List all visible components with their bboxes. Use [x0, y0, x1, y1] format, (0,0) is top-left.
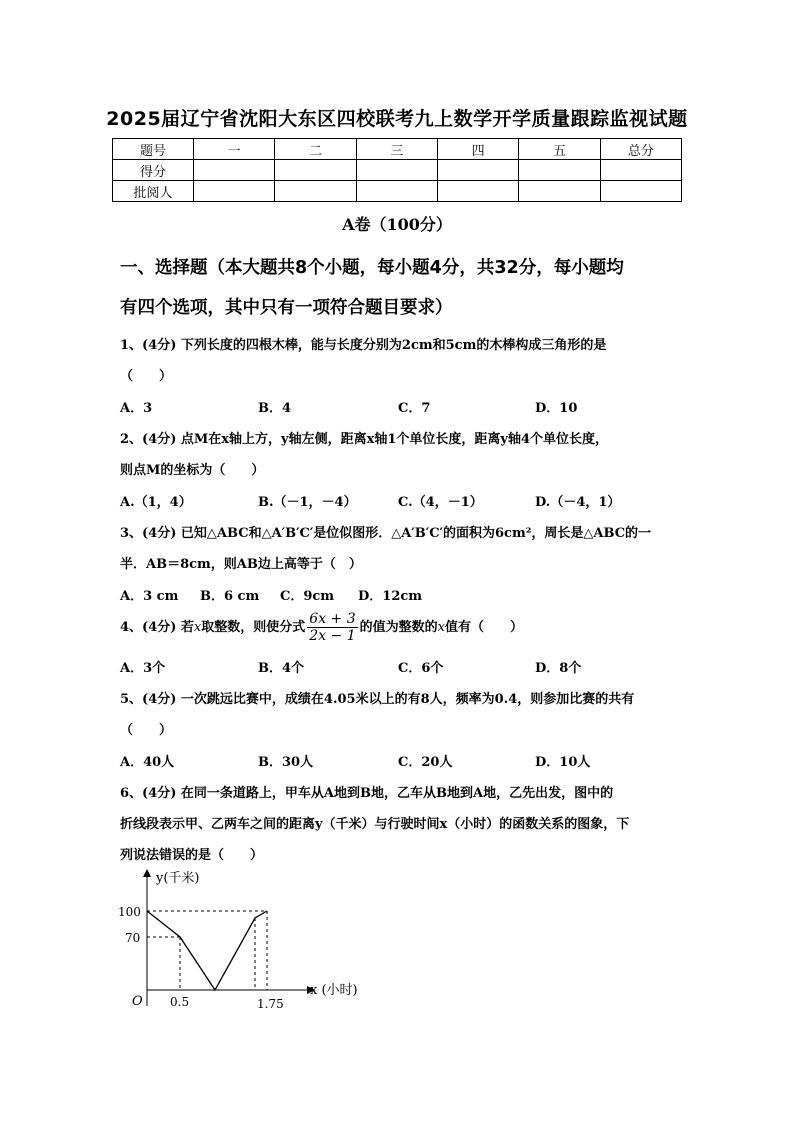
question-3-options: [120, 585, 680, 603]
option-c: C．6个: [398, 661, 444, 676]
y-axis-label: y(千米): [156, 871, 200, 886]
question-3-line2: 半．AB＝8cm，则AB边上高等于（ ）: [120, 557, 362, 572]
fraction-expression: [307, 611, 357, 644]
question-3-line1: 3、(4分) 已知△ABC和△A′B′C′是位似图形．△A′B′C′的面积为6cm²，周长是△ABC的一: [120, 526, 652, 541]
x-axis-label: x (小时): [310, 983, 358, 998]
option-a: A．40人: [120, 755, 175, 770]
grader-cell: [275, 181, 356, 202]
option-d: D．8个: [535, 661, 582, 676]
question-1-options: [120, 397, 680, 415]
option-c: C.（4，－1）: [398, 495, 483, 510]
question-4-line1: [120, 610, 680, 646]
option-b: B．4个: [258, 661, 305, 676]
option-b: B．4: [258, 401, 292, 416]
option-a: A．3: [120, 401, 153, 416]
question-2-options: [120, 491, 680, 509]
score-cell: [275, 160, 356, 181]
option-a: A．3 cm: [120, 589, 179, 604]
column-header: 三: [356, 139, 437, 160]
score-cell: [519, 160, 600, 181]
fraction-numerator: 6x + 3: [309, 611, 356, 627]
row-label-grader: 批阅人: [113, 181, 194, 202]
table-row: [113, 181, 682, 202]
question-6-line1: 6、(4分) 在同一条道路上，甲车从A地到B地，乙车从B地到A地，乙先出发，图中的: [120, 786, 614, 801]
option-d: D.（－4，1）: [535, 495, 621, 510]
option-d: D．10人: [535, 755, 591, 770]
question-2-line1: 2、(4分) 点M在x轴上方，y轴左侧，距离x轴1个单位长度，距离y轴4个单位长度，: [120, 432, 609, 447]
question-6-line2: 折线段表示甲、乙两车之间的距离y（千米）与行驶时间x（小时）的函数关系的图象，下: [120, 817, 630, 832]
option-c: C．7: [398, 401, 431, 416]
grader-cell: [519, 181, 600, 202]
score-table: [112, 138, 682, 202]
distance-time-graph: [110, 866, 390, 1016]
question-4-prefix: 4、(4分) 若: [120, 620, 194, 635]
grader-cell: [194, 181, 275, 202]
variable-x: x: [193, 620, 202, 635]
row-label-question-number: 题号: [113, 139, 194, 160]
option-a: A．3个: [120, 661, 166, 676]
question-4-options: [120, 657, 680, 675]
option-b: B．30人: [258, 755, 314, 770]
score-cell: [437, 160, 518, 181]
grader-cell: [356, 181, 437, 202]
grader-cell: [437, 181, 518, 202]
question-5-options: [120, 751, 680, 769]
variable-x: x: [437, 620, 445, 635]
score-cell: [356, 160, 437, 181]
section-heading-line1: 一、选择题（本大题共8个小题，每小题4分，共32分，每小题均: [120, 258, 624, 278]
score-cell: [600, 160, 681, 181]
column-header: 四: [437, 139, 518, 160]
y-tick-100: 100: [118, 905, 141, 919]
table-row: [113, 160, 682, 181]
option-a: A.（1，4）: [120, 495, 192, 510]
x-tick-0.5: 0.5: [170, 995, 190, 1009]
y-axis-arrow: [143, 869, 151, 877]
option-b: B.（－1，－4）: [258, 495, 357, 510]
question-1-line1: 1、(4分) 下列长度的四根木棒，能与长度分别为2cm和5cm的木棒构成三角形的是: [120, 338, 607, 353]
x-tick-1.75: 1.75: [257, 997, 284, 1011]
distance-polyline: [147, 911, 267, 990]
option-c: C．20人: [398, 755, 453, 770]
question-1-line2: （ ）: [120, 369, 173, 384]
column-header: 二: [275, 139, 356, 160]
row-label-score: 得分: [113, 160, 194, 181]
grader-cell: [600, 181, 681, 202]
option-c: C．9cm: [280, 589, 335, 604]
table-row: [113, 139, 682, 160]
section-heading-line2: 有四个选项，其中只有一项符合题目要求）: [120, 298, 453, 318]
question-5-line1: 5、(4分) 一次跳远比赛中，成绩在4.05米以上的有8人，频率为0.4，则参加比赛的共有: [120, 692, 635, 707]
question-4-mid: 取整数，则使分式: [201, 620, 306, 635]
question-4-post1: 的值为整数的: [359, 620, 438, 635]
column-header: 五: [519, 139, 600, 160]
option-d: D．12cm: [358, 589, 423, 604]
question-2-line2: 则点M的坐标为（ ）: [120, 463, 265, 478]
question-4-post2: 值有（ ）: [444, 620, 523, 635]
exam-title: 2025届辽宁省沈阳大东区四校联考九上数学开学质量跟踪监视试题: [106, 108, 688, 130]
column-header: 总分: [600, 139, 681, 160]
option-b: B．6 cm: [200, 589, 260, 604]
question-6-line3: 列说法错误的是（ ）: [120, 848, 264, 863]
y-tick-70: 70: [125, 931, 141, 945]
score-cell: [194, 160, 275, 181]
volume-title: A卷（100分）: [342, 215, 452, 234]
option-d: D．10: [535, 401, 578, 416]
fraction-denominator: 2x − 1: [309, 628, 356, 644]
question-5-line2: （ ）: [120, 723, 173, 738]
column-header: 一: [194, 139, 275, 160]
origin-label: O: [132, 994, 143, 1009]
